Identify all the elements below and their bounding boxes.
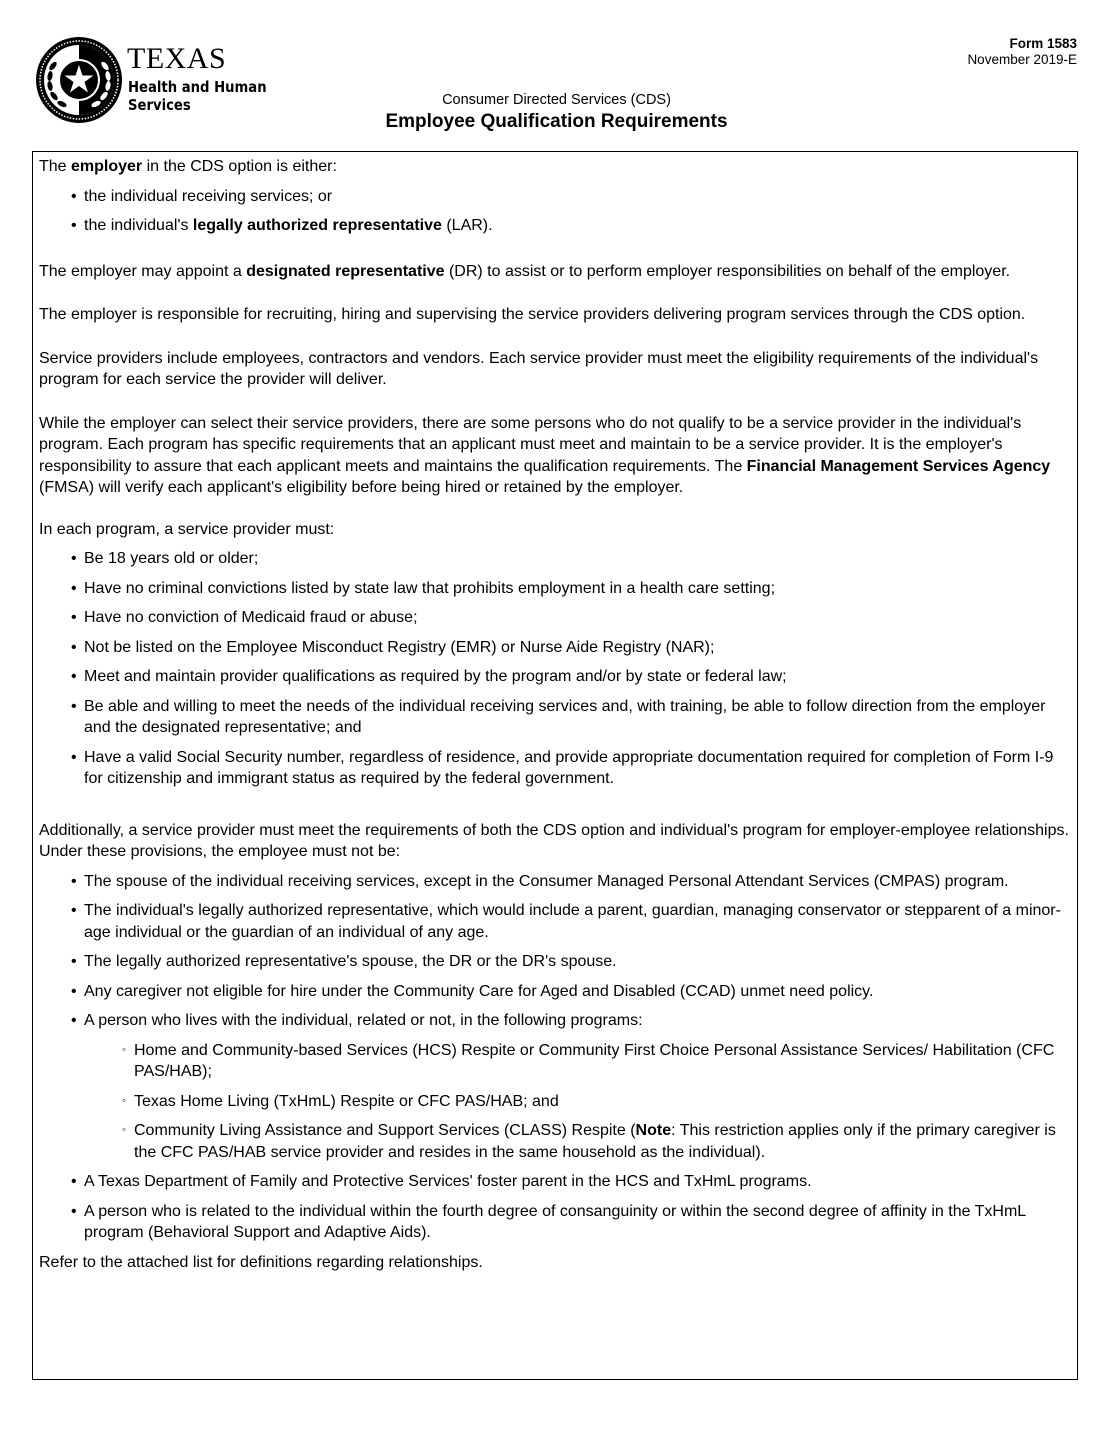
selection-paragraph: While the employer can select their service providers, there are some persons who do not qualify to be a service provider in the individual's program. Each program has specific requirements that an applicant must meet and maintain to be a service provider. It is the employer's responsibility to assure that each applicant meets and maintains the qualification requirements. The Financial Management Services Agency (FMSA) will verify each applicant's eligibility before being hired or retained by the employer.: [39, 414, 1051, 496]
bullet-icon: •: [71, 1202, 77, 1220]
bullet-icon: •: [71, 550, 77, 567]
form-number: Form 1583: [1009, 36, 1077, 51]
document-body: [39, 156, 1071, 1273]
list-item: • A person who lives with the individual, related or not, in the following programs: ◦ Home and Community-based Services (HCS) Respite or Community First Choice Personal Assistance Services/ Habilitation (CFC PAS/HAB); ◦ Texas Home Living (TxHmL) Respite or CFC PAS/HAB; and ◦ Community Living Assistance and Support Services (CLASS) Respite (Note: This restriction applies only if the primary caregiver is the CFC PAS/HAB service provider and resides in the same household as the individual).: [39, 1010, 1071, 1163]
sub-bullet-icon: ◦: [122, 1094, 126, 1107]
list-item: • The spouse of the individual receiving services, except in the Consumer Managed Personal Attendant Services (CMPAS) program.: [39, 871, 1071, 893]
logo-line-1: Health and Human: [128, 78, 267, 96]
bullet-icon: •: [71, 609, 77, 626]
list-item: • A Texas Department of Family and Protective Services' foster parent in the HCS and TxHmL programs.: [39, 1171, 1071, 1193]
employer-list: [39, 186, 1071, 237]
cohabitation-program-list: [39, 1040, 1071, 1164]
list-item: • Be 18 years old or older;: [39, 548, 1071, 570]
employer-definition: The employer in the CDS option is either:: [39, 158, 337, 175]
bullet-icon: •: [71, 217, 77, 234]
closing-note: Refer to the attached list for definitions regarding relationships.: [39, 1253, 483, 1271]
bullet-icon: •: [71, 982, 77, 1000]
logo-wordmark: TEXAS: [127, 42, 227, 75]
bullet-icon: •: [71, 1173, 77, 1190]
logo-line-2: Services: [128, 96, 191, 114]
bullet-icon: •: [71, 902, 77, 919]
responsibility-paragraph: The employer is responsible for recruiting, hiring and supervising the service providers delivering program services through the CDS option.: [39, 306, 1026, 323]
page-subtitle: Consumer Directed Services (CDS): [442, 92, 671, 108]
bullet-icon: •: [71, 668, 77, 685]
list-item: • the individual receiving services; or: [39, 186, 1071, 208]
form-date: November 2019-E: [967, 52, 1077, 67]
bullet-icon: •: [71, 697, 77, 715]
bullet-icon: •: [71, 187, 77, 205]
must-list: [39, 548, 1071, 790]
list-item: • Not be listed on the Employee Misconduct Registry (EMR) or Nurse Aide Registry (NAR);: [39, 637, 1071, 659]
page-title: Employee Qualification Requirements: [385, 111, 728, 132]
sub-bullet-icon: ◦: [122, 1043, 126, 1056]
list-item: • the individual's legally authorized representative (LAR).: [39, 215, 1071, 237]
bullet-icon: •: [71, 1012, 77, 1029]
sub-list-item: ◦ Home and Community-based Services (HCS) Respite or Community First Choice Personal Assistance Services/ Habilitation (CFC PAS/HAB);: [122, 1041, 1055, 1080]
list-item: • Have no conviction of Medicaid fraud or abuse;: [39, 607, 1071, 629]
bullet-icon: •: [71, 638, 77, 656]
must-not-lead: Additionally, a service provider must meet the requirements of both the CDS option and individual's program for employer-employee relationships. Under these provisions, the employee must not be:: [39, 821, 1069, 860]
service-providers-paragraph: Service providers include employees, contractors and vendors. Each service provider must meet the eligibility requirements of the individual's program for each service the provider will deliver.: [39, 349, 1039, 388]
bullet-icon: •: [71, 579, 77, 597]
bullet-icon: •: [71, 953, 77, 970]
bullet-icon: •: [71, 748, 77, 766]
list-item: • Be able and willing to meet the needs of the individual receiving services and, with training, be able to follow direction from the employer and the designated representative; and: [71, 697, 1046, 736]
sub-list-item: ◦ Community Living Assistance and Support Services (CLASS) Respite (Note: This restriction applies only if the primary caregiver is the CFC PAS/HAB service provider and resides in the same household as the individual).: [122, 1122, 1056, 1161]
list-item: • Have a valid Social Security number, regardless of residence, and provide appropriate documentation required for completion of Form I-9 for citizenship and immigrant status as required by the federal government.: [71, 748, 1054, 787]
list-item: • Any caregiver not eligible for hire under the Community Care for Aged and Disabled (CCAD) unmet need policy.: [39, 981, 1071, 1003]
sub-list-item: ◦ Texas Home Living (TxHmL) Respite or CFC PAS/HAB; and: [39, 1091, 1071, 1113]
form-identifier: [967, 36, 1077, 68]
designated-representative-paragraph: The employer may appoint a designated representative (DR) to assist or to perform employer responsibilities on behalf of the employer.: [39, 262, 1011, 280]
list-item: • The individual's legally authorized representative, which would include a parent, guardian, managing conservator or stepparent of a minor-age individual or the guardian of an individual of any age.: [71, 902, 1061, 941]
list-item: • The legally authorized representative's spouse, the DR or the DR's spouse.: [39, 951, 1071, 973]
must-lead: In each program, a service provider must:: [39, 520, 335, 538]
content-box: [32, 151, 1078, 1380]
bullet-icon: •: [71, 872, 77, 890]
list-item: • A person who is related to the individual within the fourth degree of consanguinity or within the second degree of affinity in the TxHmL program (Behavioral Support and Adaptive Aids).: [71, 1202, 1026, 1241]
must-not-list: [39, 871, 1071, 1244]
sub-bullet-icon: ◦: [122, 1124, 126, 1136]
list-item: • Have no criminal convictions listed by state law that prohibits employment in a health care setting;: [39, 578, 1071, 600]
list-item: • Meet and maintain provider qualifications as required by the program and/or by state or federal law;: [39, 666, 1071, 688]
